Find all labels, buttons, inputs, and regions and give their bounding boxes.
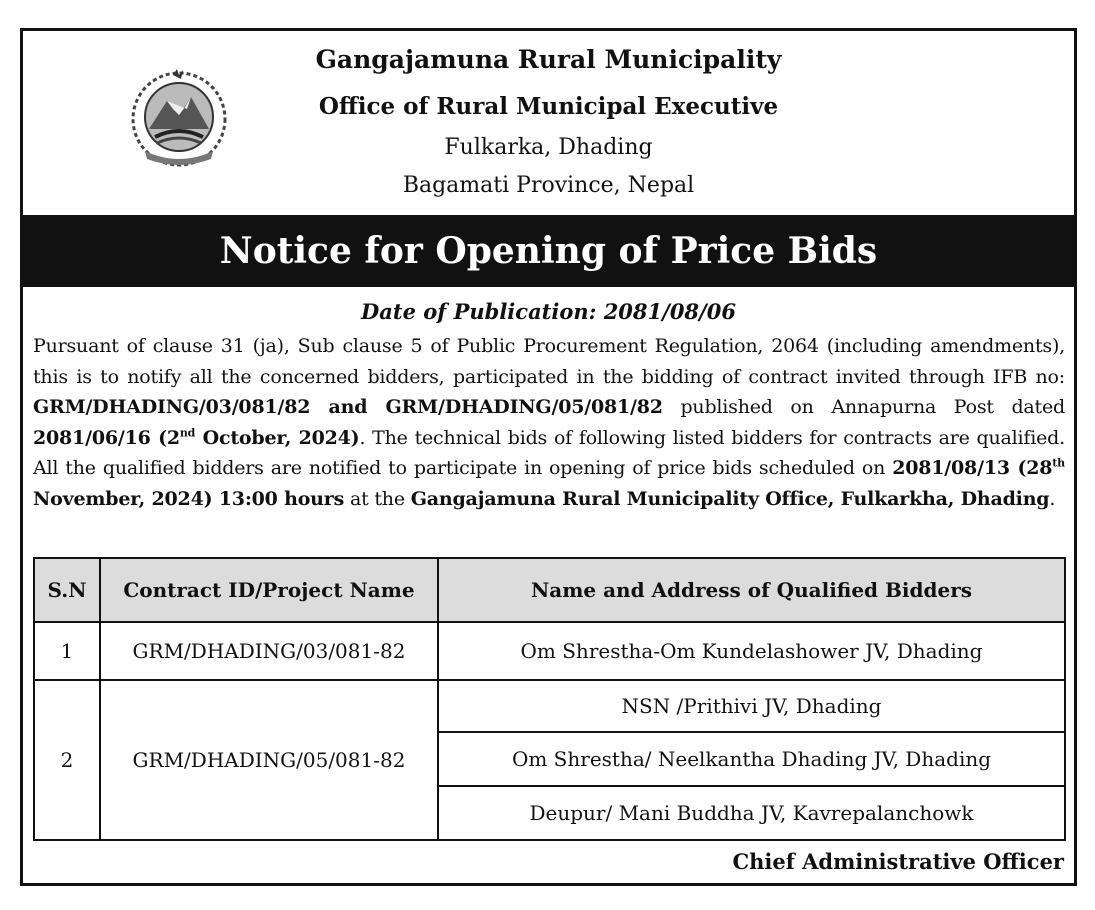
ifb-numbers: GRM/DHADING/03/081/82 and GRM/DHADING/05/081/82 (33, 396, 663, 418)
ifb-date-b: October, 2024) (195, 426, 360, 449)
ifb-date-a: 2081/06/16 (2 (33, 426, 180, 449)
body-text-4: at the (344, 487, 411, 510)
table-header-row (34, 558, 1065, 622)
notice-frame (20, 28, 1077, 886)
municipality-name: Gangajamuna Rural Municipality (315, 45, 782, 74)
body-text-2: published on Annapurna Post dated (662, 396, 1065, 418)
notice-title-banner: Notice for Opening of Price Bids (23, 215, 1074, 287)
opening-date-sup: th (1052, 456, 1065, 470)
ifb-date-sup: nd (179, 426, 196, 440)
row-bidder: Deupur/ Mani Buddha JV, Kavrepalanchowk (438, 786, 1065, 840)
body-text-1: Pursuant of clause 31 (ja), Sub clause 5 of Public Procurement Regulation, 2064 (including amendments), this is to notify all the concerned bidders, participated in the bidding of contract invited through IFB no: (33, 335, 1065, 388)
office-name: Office of Rural Municipal Executive (318, 93, 779, 120)
table-row (34, 680, 1065, 732)
row-contract: GRM/DHADING/03/081-82 (100, 622, 438, 680)
opening-date-b: November, 2024) 13:00 hours (33, 487, 345, 510)
header-sn: S.N (34, 558, 100, 622)
row-bidder: Om Shrestha-Om Kundelashower JV, Dhading (438, 622, 1065, 680)
body-text-5: . (1049, 487, 1056, 510)
notice-header (23, 31, 1074, 215)
ifb-publish-date (33, 427, 359, 449)
qualified-bidders-table (33, 557, 1066, 841)
row-sn: 1 (34, 622, 100, 680)
publication-date: Date of Publication: 2081/08/06 (361, 299, 736, 324)
header-bidders: Name and Address of Qualified Bidders (438, 558, 1065, 622)
notice-body (33, 331, 1065, 514)
body-text-3: . The technical bids of following listed bidders for contracts are qualified. All the qualified bidders are notified to participate in opening of price bids scheduled on (33, 426, 1065, 479)
row-sn: 2 (34, 680, 100, 840)
row-bidder: NSN /Prithivi JV, Dhading (438, 680, 1065, 732)
province-country: Bagamati Province, Nepal (402, 173, 695, 198)
header-contract: Contract ID/Project Name (100, 558, 438, 622)
table-row (34, 622, 1065, 680)
opening-venue: Gangajamuna Rural Municipality Office, Fulkarkha, Dhading (410, 487, 1050, 510)
signatory-title: Chief Administrative Officer (732, 849, 1064, 874)
row-bidder: Om Shrestha/ Neelkantha Dhading JV, Dhading (438, 732, 1065, 786)
office-location: Fulkarka, Dhading (444, 135, 653, 160)
opening-date-a: 2081/08/13 (28 (892, 457, 1053, 479)
row-contract: GRM/DHADING/05/081-82 (100, 680, 438, 840)
